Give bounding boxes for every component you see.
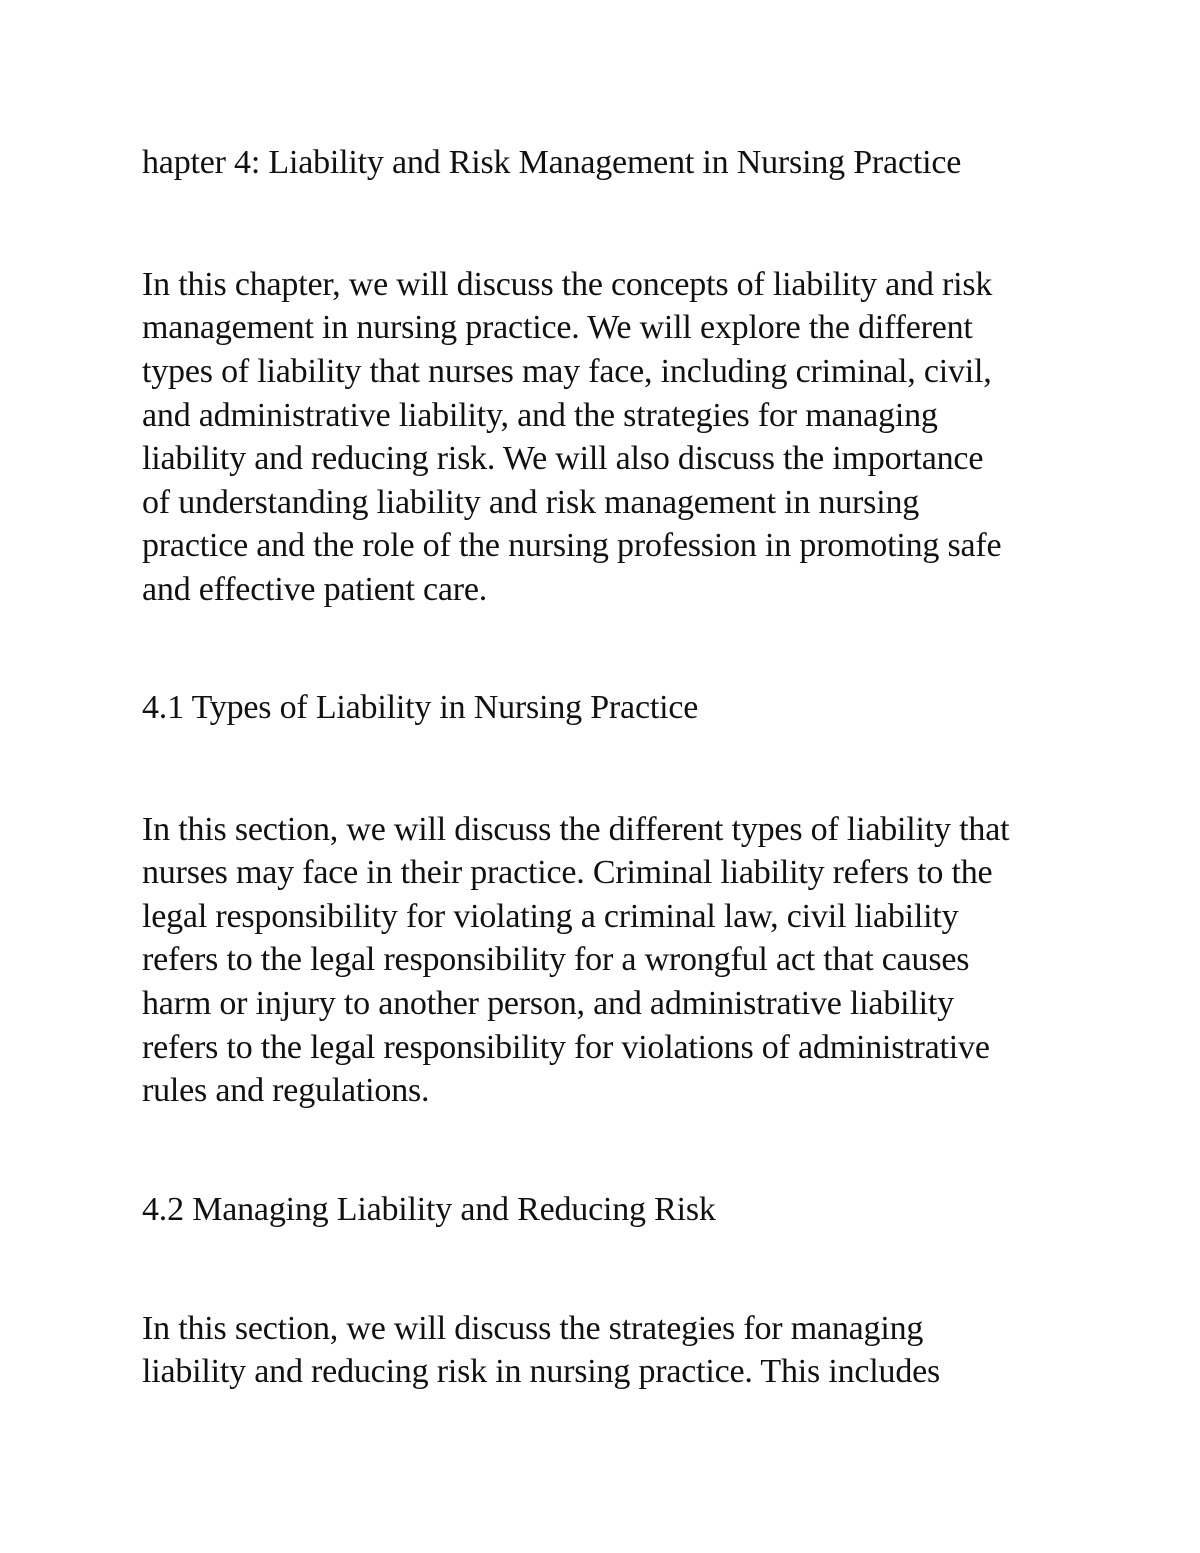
- section-4-1-line-7: rules and regulations.: [142, 1072, 430, 1109]
- intro-line-8: and effective patient care.: [142, 571, 488, 608]
- intro-line-7: practice and the role of the nursing profession in promoting safe: [142, 527, 1002, 564]
- section-4-1-line-6: refers to the legal responsibility for violations of administrative: [142, 1029, 990, 1066]
- section-4-2-heading: 4.2 Managing Liability and Reducing Risk: [142, 1191, 716, 1228]
- section-4-1-line-5: harm or injury to another person, and administrative liability: [142, 985, 954, 1022]
- section-4-1-line-2: nurses may face in their practice. Criminal liability refers to the: [142, 854, 993, 891]
- intro-line-2: management in nursing practice. We will explore the different: [142, 309, 973, 346]
- section-4-2-line-2: liability and reducing risk in nursing practice. This includes: [142, 1353, 941, 1390]
- section-4-2-line-1: In this section, we will discuss the strategies for managing: [142, 1310, 924, 1347]
- intro-line-3: types of liability that nurses may face, including criminal, civil,: [142, 353, 992, 390]
- section-4-1-line-3: legal responsibility for violating a criminal law, civil liability: [142, 898, 959, 935]
- section-4-1-line-1: In this section, we will discuss the different types of liability that: [142, 811, 1010, 848]
- intro-line-4: and administrative liability, and the strategies for managing: [142, 397, 938, 434]
- intro-line-6: of understanding liability and risk management in nursing: [142, 484, 920, 521]
- section-4-1-line-4: refers to the legal responsibility for a wrongful act that causes: [142, 941, 970, 978]
- section-4-1-heading: 4.1 Types of Liability in Nursing Practice: [142, 689, 699, 726]
- intro-line-5: liability and reducing risk. We will also discuss the importance: [142, 440, 984, 477]
- chapter-title: hapter 4: Liability and Risk Management in Nursing Practice: [142, 144, 962, 181]
- intro-line-1: In this chapter, we will discuss the concepts of liability and risk: [142, 266, 993, 303]
